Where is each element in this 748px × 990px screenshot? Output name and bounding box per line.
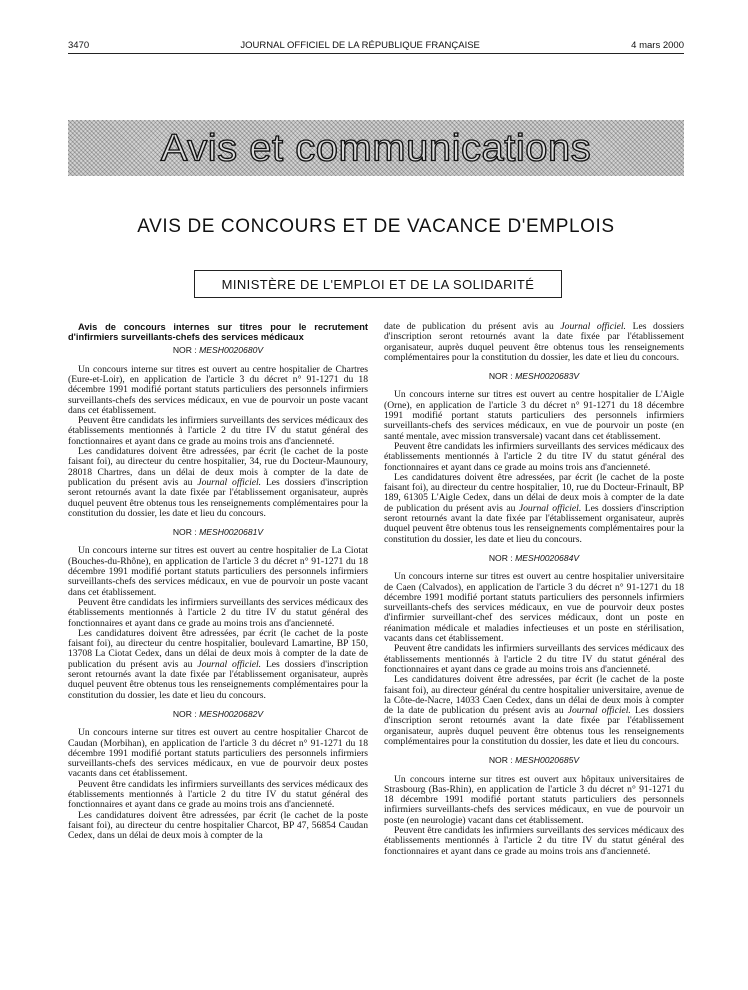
journal-title: JOURNAL OFFICIEL DE LA RÉPUBLIQUE FRANÇAISE bbox=[240, 40, 480, 51]
nor-reference: NOR : MESH0020683V bbox=[488, 371, 580, 382]
section-banner bbox=[68, 120, 684, 176]
section-title: AVIS DE CONCOURS ET DE VACANCE D'EMPLOIS bbox=[137, 216, 615, 237]
nor-reference: NOR : MESH0020682V bbox=[172, 708, 264, 719]
paragraph: Peuvent être candidats les infirmiers surveillants des services médicaux des établissements mentionnés à l'article 2 du titre IV du statut général des fonctionnaires et ayant dans ce grade au moins trois ans d'ancienneté. bbox=[384, 825, 684, 857]
nor-reference: NOR : MESH0020685V bbox=[488, 755, 580, 766]
paragraph: Peuvent être candidats les infirmiers surveillants des services médicaux des établissements mentionnés à l'article 2 du titre IV du statut général des fonctionnaires et ayant dans ce grade au moins trois ans d'ancienneté. bbox=[68, 596, 368, 629]
issue-date: 4 mars 2000 bbox=[631, 40, 684, 51]
left-column bbox=[68, 322, 368, 841]
paragraph: Peuvent être candidats les infirmiers surveillants des services médicaux des établissements mentionnés à l'article 2 du titre IV du statut général des fonctionnaires et ayant dans ce grade au moins trois ans d'ancienneté. bbox=[384, 440, 684, 473]
paragraph: Peuvent être candidats les infirmiers surveillants des services médicaux des établissements mentionnés à l'article 2 du titre IV du statut général des fonctionnaires et ayant dans ce grade au moins trois ans d'ancienneté. bbox=[68, 778, 368, 811]
paragraph: Un concours interne sur titres est ouvert aux hôpitaux universitaires de Strasbourg (Bas-Rhin), en application de l'article 3 du décret n° 91-1271 du 18 décembre 1991 modifié portant statuts particuliers des personnels infirmiers surveillants-chefs des services médicaux, en vue de pourvoir un poste (en neurologie) vacant dans cet établissement. bbox=[384, 773, 684, 826]
nor-reference: NOR : MESH0020684V bbox=[488, 552, 580, 563]
banner-title: Avis et communications bbox=[160, 126, 592, 169]
notice-title: Avis de concours internes sur titres pour le recrutement d'infirmiers surveillants-chefs des services médicaux bbox=[68, 322, 368, 343]
ministry-heading: MINISTÈRE DE L'EMPLOI ET DE LA SOLIDARITÉ bbox=[194, 270, 562, 298]
paragraph: Un concours interne sur titres est ouvert au centre hospitalier de L'Aigle (Orne), en application de l'article 3 du décret n° 91-1271 du 18 décembre 1991 modifié portant statuts particuliers des personnels infirmiers surveillants-chefs des services médicaux, en vue de pourvoir un poste (en santé mentale, avec mission transversale) vacant dans cet établissement. bbox=[384, 389, 684, 442]
paragraph: Les candidatures doivent être adressées, par écrit (le cachet de la poste faisant foi), au directeur du centre hospitalier, boulevard Lamartine, BP 150, 13708 La Ciotat Cedex, dans un délai de deux mois à compter de la date de publication du présent avis au Journal officiel. Les dossiers d'inscription seront retournés avant la date fixée par l'établissement organisateur, auprès duquel peuvent être obtenus tous les renseignements complémentaires pour la constitution du dossier, les date et lieu du concours. bbox=[68, 627, 368, 701]
header-rule bbox=[68, 53, 684, 54]
paragraph: Un concours interne sur titres est ouvert au centre hospitalier universitaire de Caen (Calvados), en application de l'article 3 du décret n° 91-1271 du 18 décembre 1991 modifié portant statuts particuliers des personnels infirmiers surveillants-chefs des services médicaux, en vue de pourvoir deux postes d'infirmier surveillant-chef des services médicaux, dont un poste en réanimation médicale et maladies infectieuses et un poste en stérilisation, vacants dans cet établissement. bbox=[384, 571, 684, 645]
paragraph: Un concours interne sur titres est ouvert au centre hospitalier de Chartres (Eure-et-Loir), en application de l'article 3 du décret n° 91-1271 du 18 décembre 1991 modifié portant statuts particuliers des personnels infirmiers surveillants-chefs des services médicaux, en vue de pourvoir un poste vacant dans cet établissement. bbox=[68, 363, 368, 416]
paragraph: Peuvent être candidats les infirmiers surveillants des services médicaux des établissements mentionnés à l'article 2 du titre IV du statut général des fonctionnaires et ayant dans ce grade au moins trois ans d'ancienneté. bbox=[68, 415, 368, 447]
paragraph: Un concours interne sur titres est ouvert au centre hospitalier Charcot de Caudan (Morbihan), en application de l'article 3 du décret n° 91-1271 du 18 décembre 1991 modifié portant statuts particuliers des personnels infirmiers surveillants-chefs des services médicaux, en vue de pourvoir deux postes vacants dans cet établissement. bbox=[68, 727, 368, 780]
paragraph: Les candidatures doivent être adressées, par écrit (le cachet de la poste faisant foi), au directeur du centre hospitalier Charcot, BP 47, 56854 Caudan Cedex, dans un délai de deux mois à compter de la bbox=[68, 809, 368, 842]
paragraph: Les candidatures doivent être adressées, par écrit (le cachet de la poste faisant foi), au directeur général du centre hospitalier universitaire, avenue de la Côte-de-Nacre, 14033 Caen Cedex, dans un délai de deux mois à compter de la date de publication du présent avis au Journal officiel. Les dossiers d'inscription seront retournés avant la date fixée par l'établissement organisateur, auprès duquel peuvent être obtenus tous les renseignements complémentaires pour la constitution du dossier, les date et lieu du concours. bbox=[384, 674, 684, 747]
paragraph: Peuvent être candidats les infirmiers surveillants des services médicaux des établissements mentionnés à l'article 2 du titre IV du statut général des fonctionnaires et ayant dans ce grade au moins trois ans d'ancienneté. bbox=[384, 643, 684, 675]
right-column bbox=[384, 322, 684, 857]
paragraph: Les candidatures doivent être adressées, par écrit (le cachet de la poste faisant foi), au directeur du centre hospitalier, 34, rue du Docteur-Maunoury, 28018 Chartres, dans un délai de deux mois à compter de la date de publication du présent avis au Journal officiel. Les dossiers d'inscription seront retournés avant la date fixée par l'établissement organisateur, auprès duquel peuvent être obtenus tous les renseignements complémentaires pour la constitution du dossier, les date et lieu du concours. bbox=[68, 446, 368, 519]
nor-reference: NOR : MESH0020681V bbox=[172, 527, 264, 538]
nor-reference: NOR : MESH0020680V bbox=[172, 345, 264, 356]
paragraph: Un concours interne sur titres est ouvert au centre hospitalier de La Ciotat (Bouches-du-Rhône), en application de l'article 3 du décret n° 91-1271 du 18 décembre 1991 modifié portant statuts particuliers des personnels infirmiers surveillants-chefs des services médicaux, en vue de pourvoir un poste vacant dans cet établissement. bbox=[68, 545, 368, 598]
page-number: 3470 bbox=[68, 40, 90, 51]
running-head bbox=[68, 40, 684, 51]
paragraph: Les candidatures doivent être adressées, par écrit (le cachet de la poste faisant foi), au directeur du centre hospitalier, 10, rue du Docteur-Frinault, BP 189, 61305 L'Aigle Cedex, dans un délai de deux mois à compter de la date de publication du présent avis au Journal officiel. Les dossiers d'inscription seront retournés avant la date fixée par l'établissement organisateur, auprès duquel peuvent être obtenus tous les renseignements complémentaires pour la constitution du dossier, les date et lieu du concours. bbox=[384, 471, 684, 545]
paragraph: date de publication du présent avis au Journal officiel. Les dossiers d'inscription seront retournés avant la date fixée par l'établissement organisateur, auprès duquel peuvent être obtenus tous les renseignements complémentaires pour la constitution du dossier, les date et lieu du concours. bbox=[384, 321, 684, 363]
